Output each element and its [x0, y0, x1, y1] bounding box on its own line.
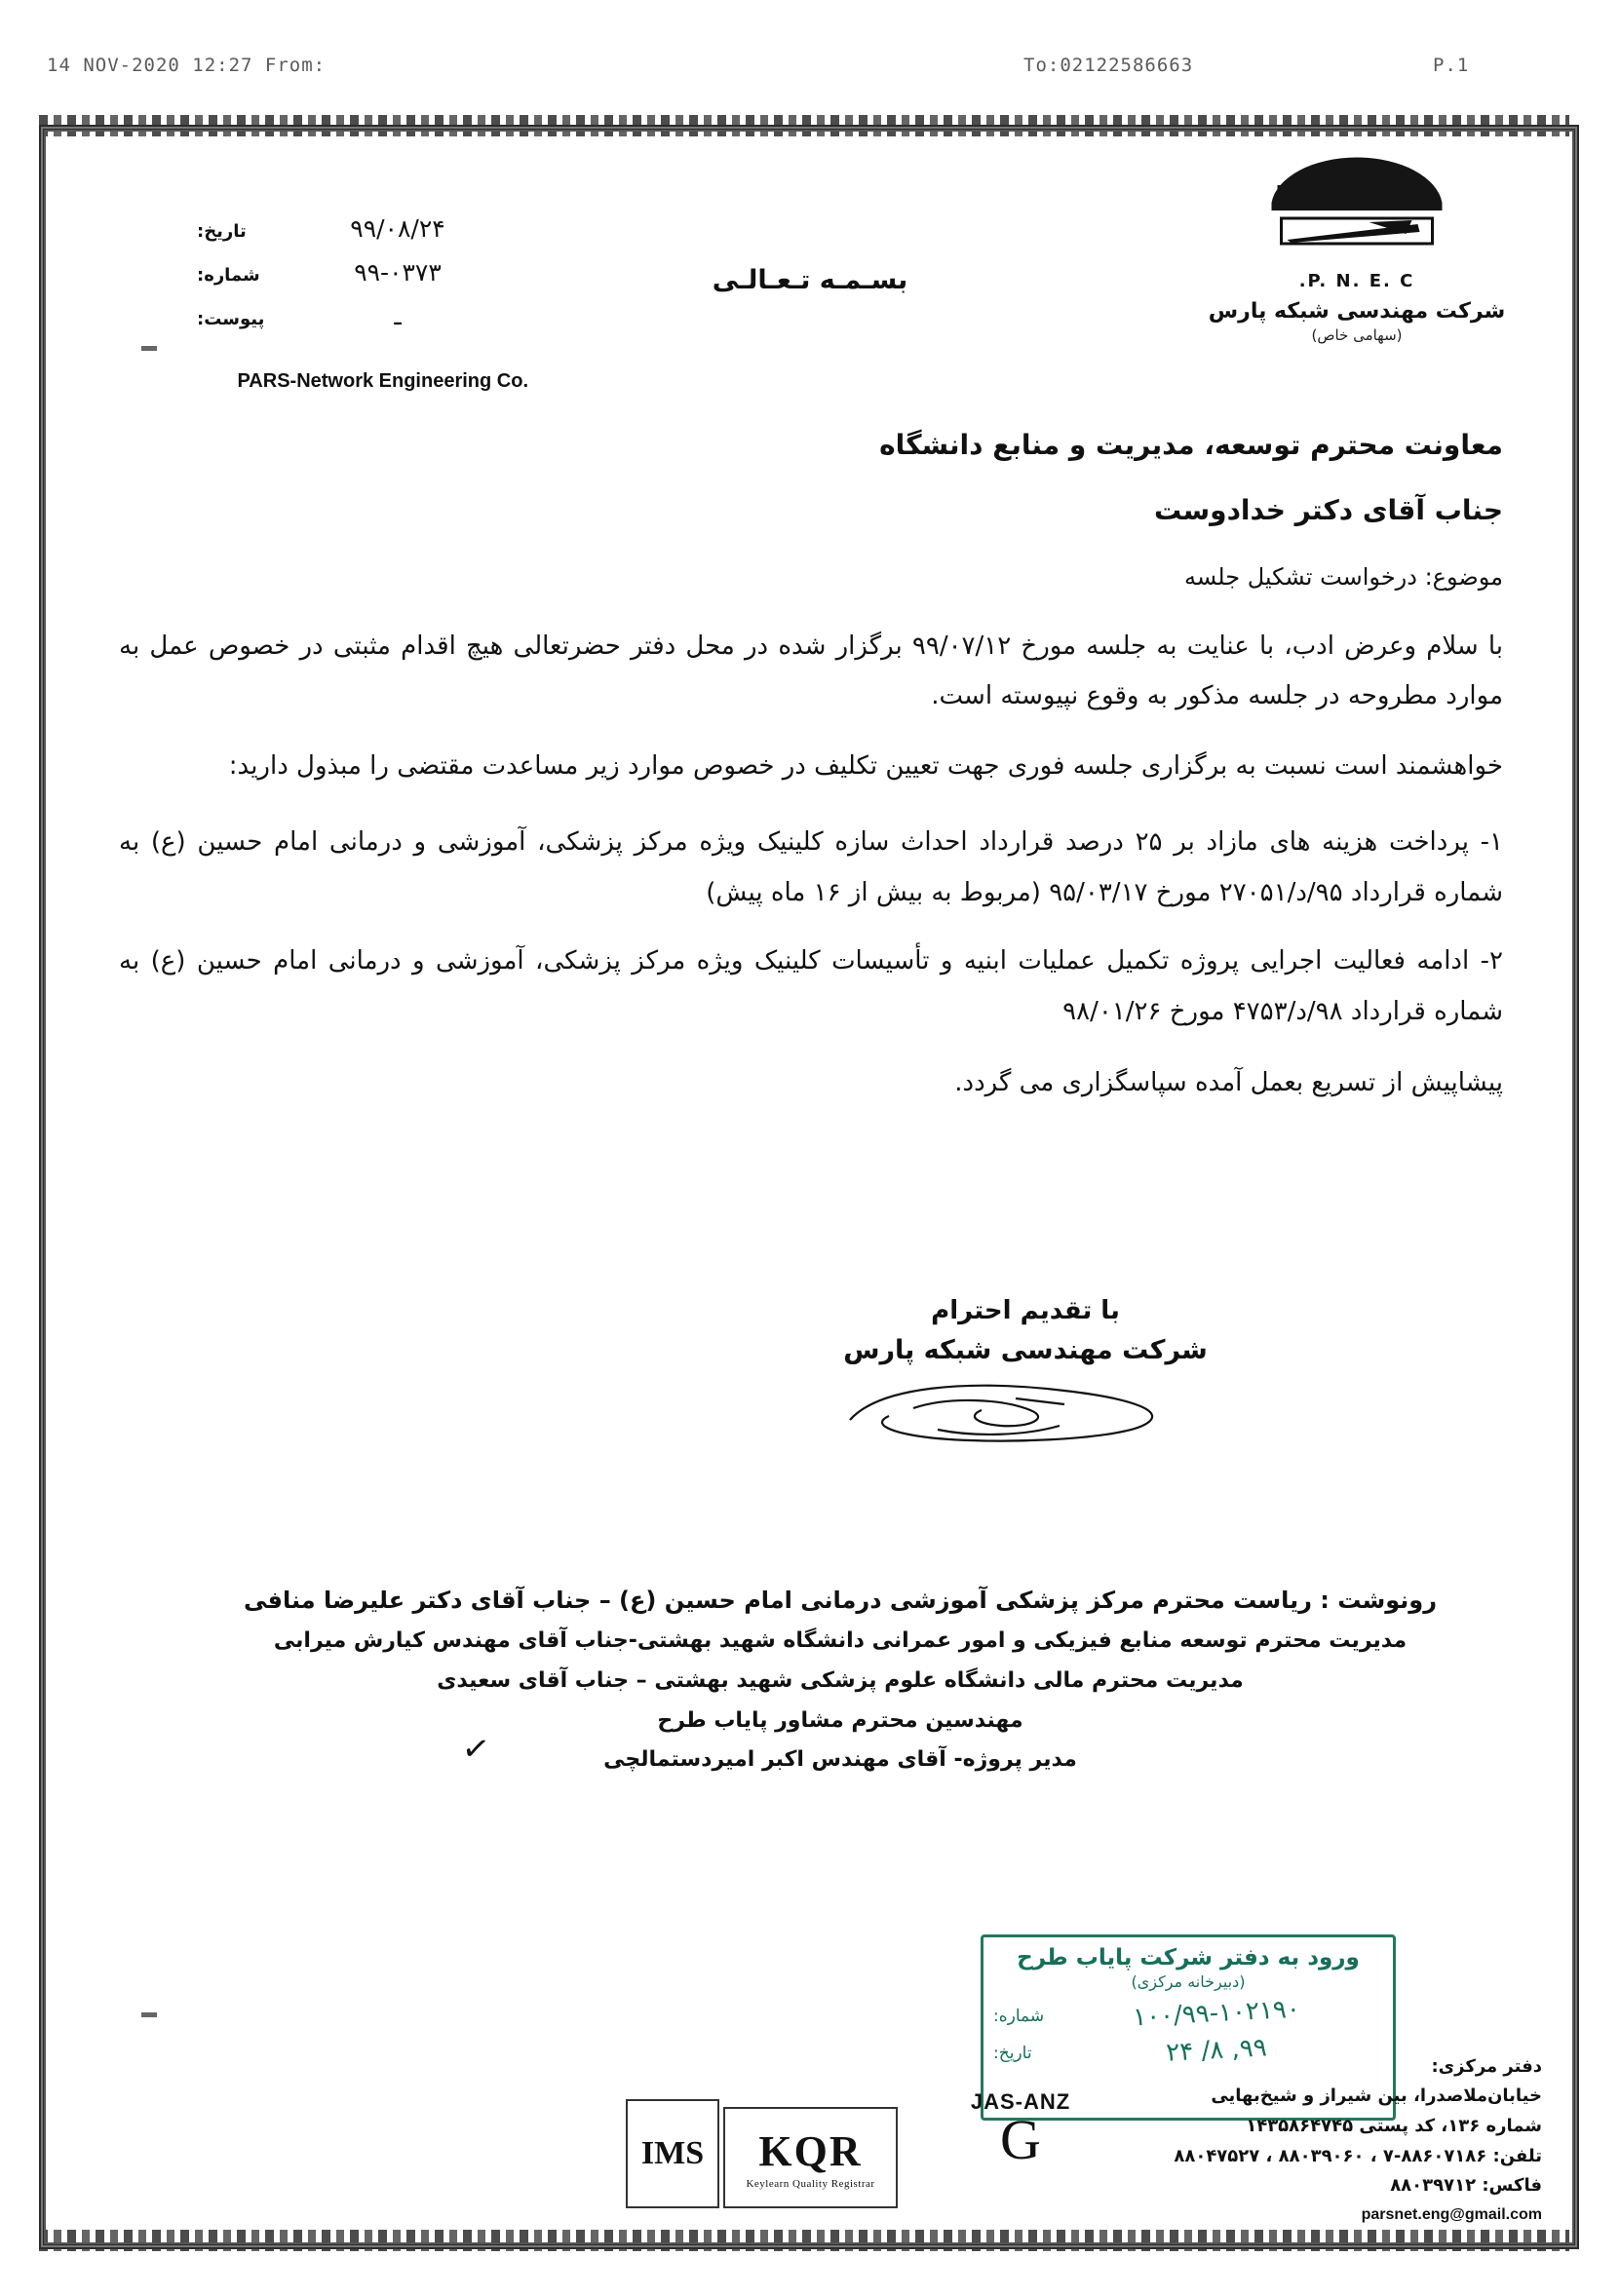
- fax-page-number: P.1: [1433, 55, 1470, 76]
- addressee-line-1: معاونت محترم توسعه، مدیریت و منابع دانشگاه: [879, 429, 1503, 461]
- meta-attachment-label: پیوست:: [197, 309, 265, 329]
- kqr-logo-subtext: Keylearn Quality Registrar: [746, 2177, 875, 2190]
- footer-address: خیابان‌ملاصدرا، بین شیراز و شیخ‌بهایی: [1211, 2086, 1542, 2107]
- jas-anz-icon: [947, 2089, 1094, 2197]
- footer-postal: شماره ۱۳۶، کد پستی ۱۴۳۵۸۶۴۷۴۵: [1246, 2116, 1542, 2137]
- footer-office-label: دفتر مرکزی:: [1431, 2055, 1542, 2077]
- kqr-logo-text: KQR: [758, 2126, 863, 2175]
- cc-line: رونوشت : ریاست محترم مرکز پزشکی آموزشی درمانی امام حسین (ع) – جناب آقای دکتر علیرضا منافی: [243, 1587, 1438, 1614]
- stamp-title: ورود به دفتر شرکت پایاب طرح: [1017, 1945, 1360, 1971]
- certification-logos: [626, 2089, 1094, 2226]
- stamp-number-value: ۱۰۰/۹۹-۱۰۲۱۹۰: [1132, 1994, 1301, 2033]
- signature-scribble-icon: [821, 1369, 1230, 1457]
- ims-certificate-icon: IMS: [626, 2099, 719, 2208]
- cc-line: مدیر پروژه- آقای مهندس اکبر امیردستمالچی: [603, 1747, 1077, 1773]
- letter-body: [119, 419, 1503, 1108]
- meta-row-date: [197, 214, 519, 243]
- stamp-date-value: ۹۹, ۸/ ۲۴: [1165, 2033, 1268, 2068]
- cc-line: مهندسین محترم مشاور پایاب طرح: [657, 1707, 1023, 1733]
- letter-request-list: [119, 817, 1503, 1037]
- cc-block: [207, 1579, 1474, 1780]
- scan-artifact: [141, 2012, 157, 2017]
- fax-header: [0, 55, 1620, 84]
- meta-attachment-value: ـ: [394, 302, 402, 330]
- letter-subject: موضوع: درخواست تشکیل جلسه: [1184, 563, 1503, 592]
- company-logo: [1253, 146, 1462, 271]
- jas-anz-label: JAS-ANZ: [970, 2089, 1071, 2114]
- signature-line-1: با تقدیم احترام: [931, 1296, 1120, 1325]
- letter-paragraph-2: خواهشمند است نسبت به برگزاری جلسه فوری جهت تعیین تکلیف در خصوص موارد زیر مساعدت مقتضی را مبذول دارید:: [228, 751, 1503, 782]
- company-name-fa: شرکت مهندسی شبکه پارس: [1208, 299, 1506, 324]
- letter-paragraph-1: با سلام وعرض ادب، با عنایت به جلسه مورخ ۹۹/۰۷/۱۲ برگزار شده در محل دفتر حضرتعالی هیچ اقدام مثبتی در خصوص عمل به موارد مطروحه در جلسه مذکور به وقوع نپیوسته است.: [119, 631, 1503, 710]
- stamp-number-label: شماره:: [993, 2007, 1045, 2026]
- footer-contact: [1123, 2052, 1542, 2228]
- logo-caption: P. N. E. C.: [1298, 271, 1415, 291]
- fax-from-text: 14 NOV-2020 12:27 From:: [47, 55, 327, 76]
- signature-block: [801, 1296, 1250, 1457]
- signature-line-2: شرکت مهندسی شبکه پارس: [843, 1335, 1208, 1365]
- scan-artifact: [141, 346, 157, 351]
- basmala-text: بسـمـه تـعـالـی: [712, 265, 908, 295]
- meta-number-label: شماره:: [197, 265, 260, 286]
- handwritten-signature: [801, 1369, 1250, 1457]
- gear-logo-icon: [1253, 146, 1462, 263]
- addressee-line-2: جناب آقای دکتر خدادوست: [1153, 493, 1503, 526]
- company-name-en: PARS-Network Engineering Co.: [237, 370, 528, 392]
- jas-anz-mark: G: [1000, 2108, 1041, 2171]
- stamp-row-number: [984, 1994, 1393, 2033]
- stamp-date-label: تاریخ:: [993, 2044, 1032, 2063]
- cc-line: مدیریت محترم مالی دانشگاه علوم پزشکی شهید بهشتی – جناب آقای سعیدی: [437, 1668, 1244, 1694]
- letterhead: [1162, 146, 1552, 344]
- meta-date-value: ۹۹/۰۸/۲۴: [350, 214, 445, 243]
- cc-line: مدیریت محترم توسعه منابع فیزیکی و امور عمرانی دانشگاه شهید بهشتی-جناب آقای مهندس کیارش میرابی: [273, 1628, 1408, 1654]
- handwritten-check-icon: ✓: [458, 1728, 492, 1771]
- footer-fax: فاکس: ۸۸۰۳۹۷۱۲: [1390, 2175, 1542, 2197]
- footer-email: parsnet.eng@gmail.com: [1361, 2205, 1542, 2223]
- kqr-certificate-icon: [723, 2107, 898, 2208]
- company-legal-form: (سهامی خاص): [1311, 326, 1403, 344]
- meta-number-value: ۹۹-۰۳۷۳: [354, 258, 442, 287]
- fax-to-text: To:02122586663: [1023, 55, 1194, 76]
- meta-row-attachment: [197, 302, 519, 330]
- stamp-subtitle: (دبیرخانه مرکزی): [1131, 1972, 1246, 1991]
- list-item: ۲- ادامه فعالیت اجرایی پروژه تکمیل عملیات ابنیه و تأسیسات کلینیک ویژه مرکز پزشکی، آموزشی و درمانی امام حسین (ع) به شماره قرارداد ۹۸/د/۴۷۵۳ مورخ ۹۸/۰۱/۲۶: [119, 946, 1503, 1027]
- list-item: ۱- پرداخت هزینه های مازاد بر ۲۵ درصد قرارداد احداث سازه کلینیک ویژه مرکز پزشکی، آموزشی و درمانی امام حسین (ع) به شماره قرارداد ۹۵/د/۲۷۰۵۱ مورخ ۹۵/۰۳/۱۷ (مربوط به بیش از ۱۶ ماه پیش): [119, 827, 1504, 908]
- footer-phone: تلفن: ۸۸۶۰۷۱۸۶-۷ ، ۸۸۰۳۹۰۶۰ ، ۸۸۰۴۷۵۲۷: [1174, 2145, 1542, 2166]
- letter-closing: پیشاپیش از تسریع بعمل آمده سپاسگزاری می گردد.: [954, 1068, 1503, 1098]
- meta-date-label: تاریخ:: [197, 221, 247, 242]
